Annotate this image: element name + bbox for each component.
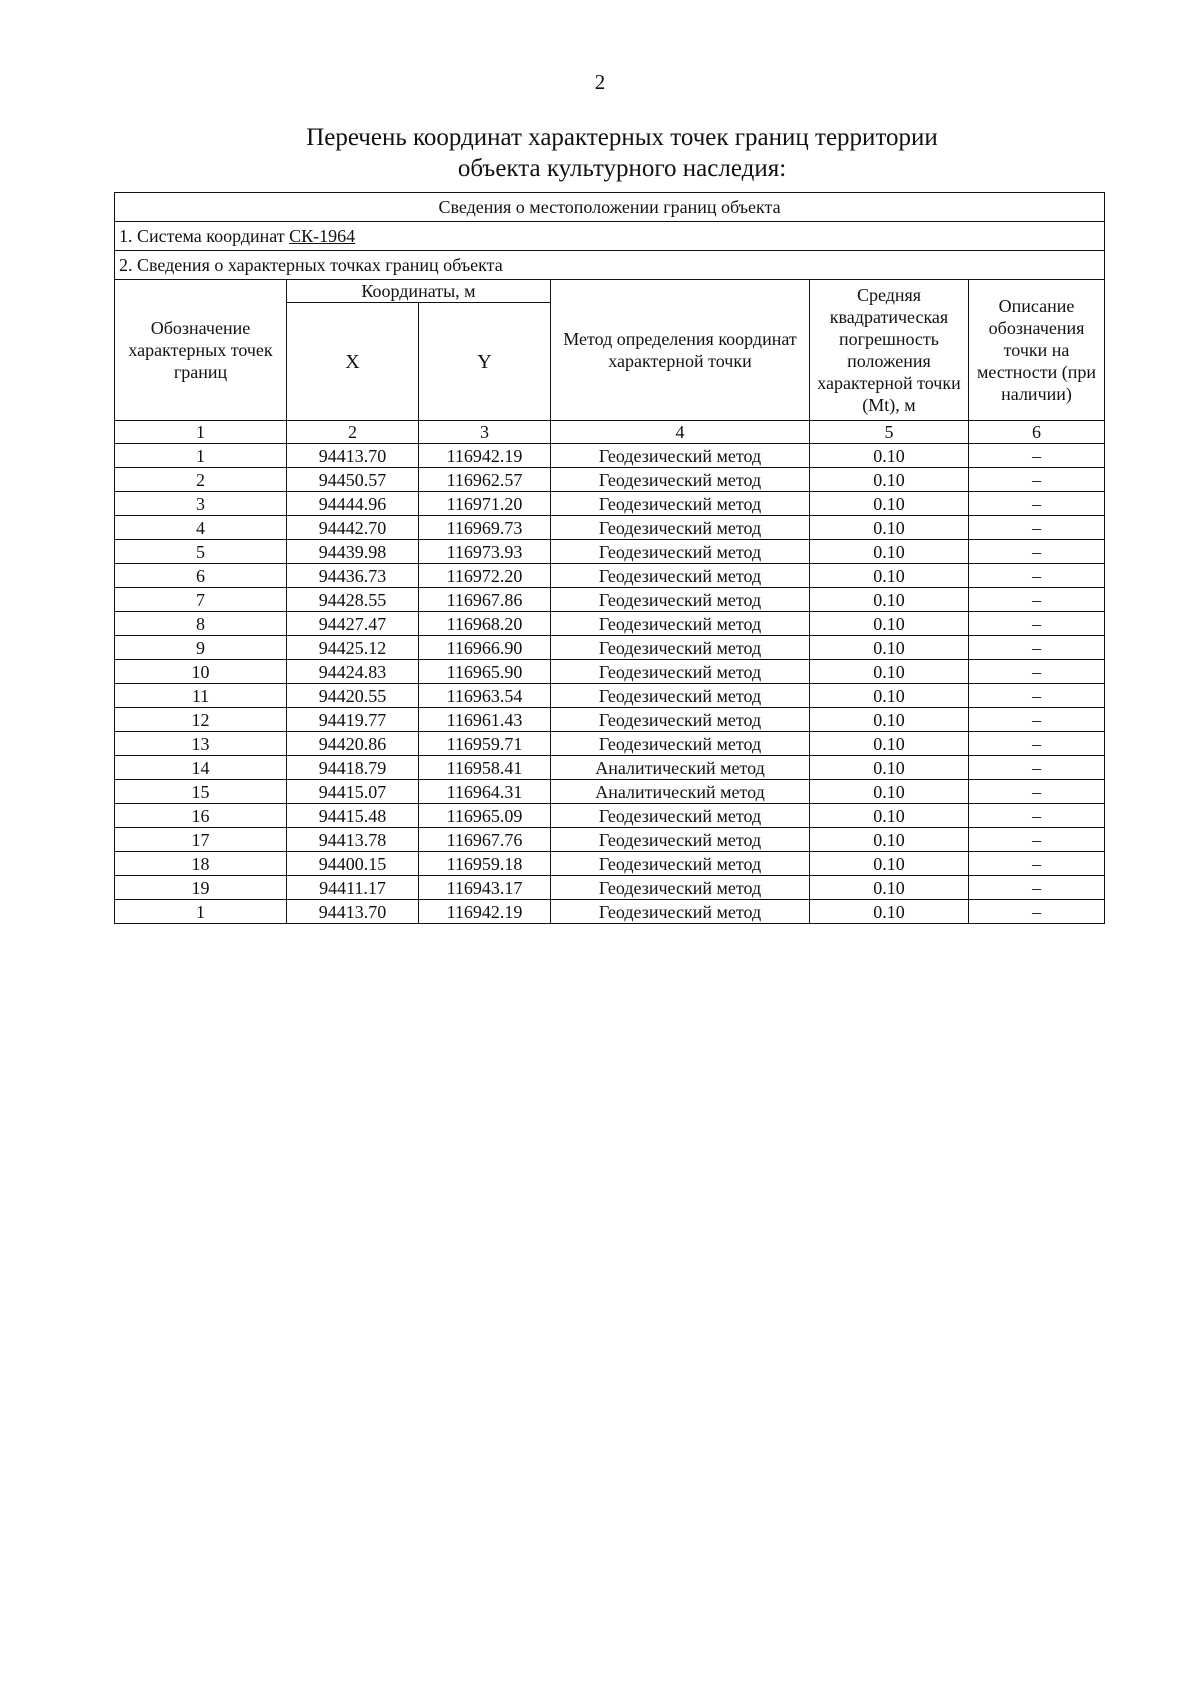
- mean-error: 0.10: [810, 804, 969, 828]
- column-number: 5: [810, 421, 969, 444]
- mean-error: 0.10: [810, 756, 969, 780]
- mean-error: 0.10: [810, 660, 969, 684]
- point-number: 14: [115, 756, 287, 780]
- point-number: 18: [115, 852, 287, 876]
- mean-error: 0.10: [810, 516, 969, 540]
- point-number: 10: [115, 660, 287, 684]
- point-description: –: [969, 492, 1105, 516]
- table-row: [115, 756, 1105, 780]
- point-description: –: [969, 708, 1105, 732]
- coord-y: 116962.57: [419, 468, 551, 492]
- mean-error: 0.10: [810, 588, 969, 612]
- coord-y: 116961.43: [419, 708, 551, 732]
- coord-x: 94420.86: [287, 732, 419, 756]
- mean-error: 0.10: [810, 492, 969, 516]
- point-description: –: [969, 468, 1105, 492]
- header-error: Средняя квадратическая погрешность положения характерной точки (Mt), м: [810, 280, 969, 421]
- mean-error: 0.10: [810, 876, 969, 900]
- table-row: [115, 636, 1105, 660]
- header-coordinates: Координаты, м: [287, 280, 551, 303]
- method: Геодезический метод: [551, 612, 810, 636]
- point-description: –: [969, 516, 1105, 540]
- mean-error: 0.10: [810, 684, 969, 708]
- point-description: –: [969, 756, 1105, 780]
- column-number: 4: [551, 421, 810, 444]
- table-row: [115, 684, 1105, 708]
- mean-error: 0.10: [810, 828, 969, 852]
- title-line-2: объекта культурного наследия:: [457, 155, 787, 182]
- table-row: [115, 444, 1105, 468]
- point-description: –: [969, 852, 1105, 876]
- coordinates-table: [114, 192, 1105, 924]
- method: Геодезический метод: [551, 444, 810, 468]
- coord-y: 116973.93: [419, 540, 551, 564]
- coord-y: 116965.09: [419, 804, 551, 828]
- coord-x: 94427.47: [287, 612, 419, 636]
- column-number: 3: [419, 421, 551, 444]
- mean-error: 0.10: [810, 732, 969, 756]
- coord-x: 94419.77: [287, 708, 419, 732]
- coord-x: 94411.17: [287, 876, 419, 900]
- coord-y: 116972.20: [419, 564, 551, 588]
- mean-error: 0.10: [810, 780, 969, 804]
- table-row: [115, 732, 1105, 756]
- coord-y: 116965.90: [419, 660, 551, 684]
- column-number: 1: [115, 421, 287, 444]
- mean-error: 0.10: [810, 852, 969, 876]
- point-description: –: [969, 732, 1105, 756]
- point-number: 5: [115, 540, 287, 564]
- points-section-header: 2. Сведения о характерных точках границ объекта: [115, 251, 1105, 280]
- coord-y: 116942.19: [419, 900, 551, 924]
- title-line-1: Перечень координат характерных точек границ территории: [306, 124, 938, 151]
- column-number: 6: [969, 421, 1105, 444]
- point-description: –: [969, 612, 1105, 636]
- coord-y: 116967.86: [419, 588, 551, 612]
- header-y: Y: [419, 303, 551, 421]
- coordinate-system-label: 1. Система координат: [119, 226, 290, 246]
- point-number: 9: [115, 636, 287, 660]
- coord-x: 94436.73: [287, 564, 419, 588]
- coord-y: 116971.20: [419, 492, 551, 516]
- point-description: –: [969, 636, 1105, 660]
- point-number: 2: [115, 468, 287, 492]
- point-description: –: [969, 540, 1105, 564]
- coord-x: 94413.78: [287, 828, 419, 852]
- method: Геодезический метод: [551, 588, 810, 612]
- point-number: 19: [115, 876, 287, 900]
- table-row: [115, 660, 1105, 684]
- method: Геодезический метод: [551, 708, 810, 732]
- method: Геодезический метод: [551, 516, 810, 540]
- coord-x: 94415.07: [287, 780, 419, 804]
- coordinate-system-row: [115, 222, 1105, 251]
- point-description: –: [969, 588, 1105, 612]
- coordinate-system-value: СК-1964: [289, 226, 356, 246]
- coord-x: 94444.96: [287, 492, 419, 516]
- page-number: 2: [594, 70, 606, 94]
- method: Геодезический метод: [551, 636, 810, 660]
- mean-error: 0.10: [810, 444, 969, 468]
- method: Геодезический метод: [551, 852, 810, 876]
- method: Аналитический метод: [551, 780, 810, 804]
- section-header: Сведения о местоположении границ объекта: [115, 193, 1105, 222]
- point-number: 1: [115, 444, 287, 468]
- table-row: [115, 588, 1105, 612]
- method: Геодезический метод: [551, 828, 810, 852]
- point-number: 12: [115, 708, 287, 732]
- method: Геодезический метод: [551, 468, 810, 492]
- mean-error: 0.10: [810, 564, 969, 588]
- point-number: 15: [115, 780, 287, 804]
- header-point-designation: Обозначение характерных точек границ: [115, 280, 287, 421]
- mean-error: 0.10: [810, 708, 969, 732]
- method: Геодезический метод: [551, 732, 810, 756]
- mean-error: 0.10: [810, 612, 969, 636]
- coord-x: 94418.79: [287, 756, 419, 780]
- coord-x: 94428.55: [287, 588, 419, 612]
- coord-x: 94413.70: [287, 444, 419, 468]
- table-row: [115, 708, 1105, 732]
- coord-y: 116959.18: [419, 852, 551, 876]
- table-row: [115, 540, 1105, 564]
- point-number: 4: [115, 516, 287, 540]
- point-number: 8: [115, 612, 287, 636]
- mean-error: 0.10: [810, 636, 969, 660]
- point-number: 6: [115, 564, 287, 588]
- point-number: 11: [115, 684, 287, 708]
- coord-y: 116943.17: [419, 876, 551, 900]
- method: Геодезический метод: [551, 492, 810, 516]
- point-number: 1: [115, 900, 287, 924]
- coord-y: 116959.71: [419, 732, 551, 756]
- method: Аналитический метод: [551, 756, 810, 780]
- point-description: –: [969, 900, 1105, 924]
- column-numbers-row: [115, 421, 1105, 444]
- coord-x: 94420.55: [287, 684, 419, 708]
- method: Геодезический метод: [551, 660, 810, 684]
- coord-y: 116968.20: [419, 612, 551, 636]
- point-number: 7: [115, 588, 287, 612]
- table-row: [115, 804, 1105, 828]
- point-number: 3: [115, 492, 287, 516]
- table-row: [115, 612, 1105, 636]
- coord-y: 116963.54: [419, 684, 551, 708]
- point-number: 13: [115, 732, 287, 756]
- coord-y: 116969.73: [419, 516, 551, 540]
- point-number: 17: [115, 828, 287, 852]
- header-method: Метод определения координат характерной точки: [551, 280, 810, 421]
- table-row: [115, 900, 1105, 924]
- mean-error: 0.10: [810, 900, 969, 924]
- header-description: Описание обозначения точки на местности (при наличии): [969, 280, 1105, 421]
- table-row: [115, 828, 1105, 852]
- coord-x: 94450.57: [287, 468, 419, 492]
- coord-x: 94413.70: [287, 900, 419, 924]
- method: Геодезический метод: [551, 804, 810, 828]
- point-number: 16: [115, 804, 287, 828]
- table-row: [115, 492, 1105, 516]
- table-row: [115, 852, 1105, 876]
- point-description: –: [969, 564, 1105, 588]
- document-title: [0, 122, 1200, 184]
- table-row: [115, 516, 1105, 540]
- point-description: –: [969, 660, 1105, 684]
- point-description: –: [969, 876, 1105, 900]
- coord-y: 116967.76: [419, 828, 551, 852]
- table-row: [115, 780, 1105, 804]
- coord-y: 116942.19: [419, 444, 551, 468]
- coord-y: 116958.41: [419, 756, 551, 780]
- column-number: 2: [287, 421, 419, 444]
- coord-x: 94442.70: [287, 516, 419, 540]
- method: Геодезический метод: [551, 564, 810, 588]
- method: Геодезический метод: [551, 900, 810, 924]
- table-row: [115, 876, 1105, 900]
- coord-x: 94425.12: [287, 636, 419, 660]
- point-description: –: [969, 780, 1105, 804]
- coord-x: 94424.83: [287, 660, 419, 684]
- method: Геодезический метод: [551, 540, 810, 564]
- coord-x: 94439.98: [287, 540, 419, 564]
- coord-y: 116964.31: [419, 780, 551, 804]
- coord-y: 116966.90: [419, 636, 551, 660]
- point-description: –: [969, 804, 1105, 828]
- coord-x: 94400.15: [287, 852, 419, 876]
- method: Геодезический метод: [551, 684, 810, 708]
- point-description: –: [969, 444, 1105, 468]
- table-row: [115, 564, 1105, 588]
- point-description: –: [969, 828, 1105, 852]
- header-x: X: [287, 303, 419, 421]
- point-description: –: [969, 684, 1105, 708]
- mean-error: 0.10: [810, 468, 969, 492]
- coord-x: 94415.48: [287, 804, 419, 828]
- table-row: [115, 468, 1105, 492]
- mean-error: 0.10: [810, 540, 969, 564]
- method: Геодезический метод: [551, 876, 810, 900]
